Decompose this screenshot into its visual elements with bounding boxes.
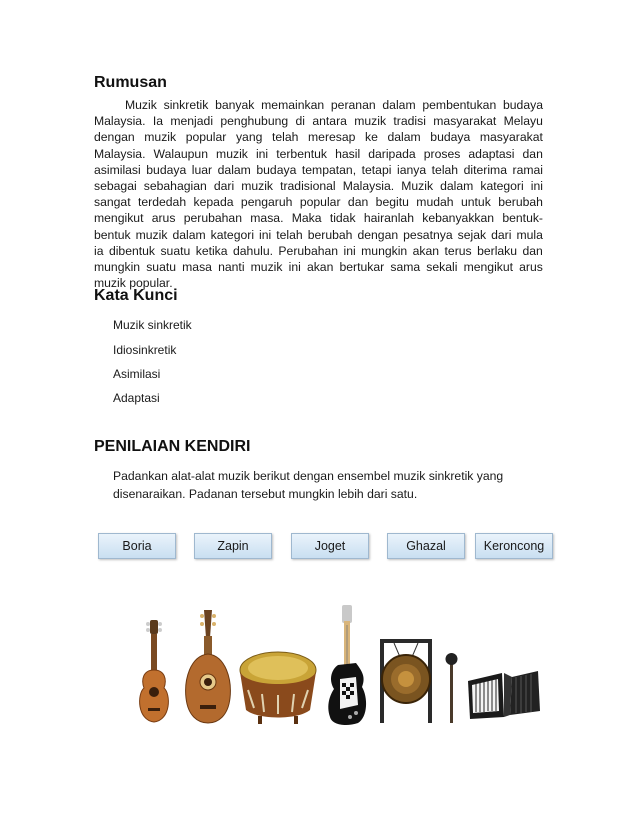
paragraph-word: ini [255, 146, 269, 161]
paragraph-word: proses [423, 146, 461, 161]
paragraph-word: dalam [387, 130, 421, 145]
paragraph-word: suatu [146, 259, 177, 274]
paragraph-word: pembentukan [422, 98, 497, 112]
paragraph-word: berubah [498, 195, 543, 210]
paragraph-word: dalam [440, 178, 474, 193]
paragraph-word: tetapi [361, 162, 392, 177]
paragraph-word: memainkan [261, 98, 325, 112]
paragraph-word: Perubahan [278, 243, 339, 258]
section-title-rumusan: Rumusan [94, 74, 167, 91]
paragraph-word: ia [94, 243, 104, 258]
paragraph-line [94, 113, 543, 129]
instrument-images [130, 605, 550, 730]
paragraph-word: untuk [460, 195, 491, 210]
paragraph-word: budaya [256, 162, 297, 177]
paragraph-word: sinkretik [163, 98, 209, 112]
paragraph-word: popular [299, 195, 341, 210]
paragraph-line [94, 129, 543, 145]
paragraph-word: terdedah [138, 195, 187, 210]
paragraph-line [94, 97, 543, 113]
paragraph-word: berubah [307, 227, 353, 242]
paragraph-word: adaptasi [468, 146, 515, 161]
instruction-line: disenaraikan. Padanan tersebut mungkin lebih dari satu. [113, 487, 418, 501]
paragraph-word: ramai [512, 162, 543, 177]
paragraph-word: muzik [135, 227, 168, 242]
paragraph-word: budaya [503, 98, 543, 112]
paragraph-word: Ia [152, 114, 163, 129]
paragraph-word: bertukar [339, 259, 385, 274]
paragraph-word: Malaysia. [94, 146, 146, 161]
paragraph-word: popular [185, 130, 227, 145]
paragraph-word: ini [288, 259, 301, 274]
paragraph-word: tidak [329, 211, 356, 226]
paragraph-word: kategori [210, 227, 255, 242]
paragraph-word: ianya [396, 162, 427, 177]
paragraph-word: dari [213, 178, 235, 193]
paragraph-word: Melayu [503, 114, 543, 129]
paragraph-word: budaya [430, 130, 471, 145]
paragraph-word: Muzik [125, 98, 157, 112]
paragraph-word: telah [271, 130, 299, 145]
ensemble-button-ghazal[interactable]: Ghazal [387, 533, 465, 559]
paragraph-word: muzik [144, 130, 177, 145]
paragraph-word: yang [235, 130, 263, 145]
paragraph-word: dari [491, 227, 512, 242]
paragraph-word: hasil [335, 146, 361, 161]
paragraph-word: arus [151, 211, 176, 226]
section-title-kata-kunci: Kata Kunci [94, 287, 178, 304]
accordion-icon [464, 667, 542, 722]
paragraph-word: ini [530, 178, 543, 193]
paragraph-word: pesatnya [403, 227, 453, 242]
paragraph-word: Malaysia. [94, 114, 146, 129]
paragraph-word: mungkin [94, 259, 141, 274]
paragraph-word: asimilasi [94, 162, 141, 177]
instruction-line: Padankan alat-alat muzik berikut dengan ensembel muzik sinkretik yang [113, 469, 504, 483]
paragraph-word: dan [522, 243, 543, 258]
paragraph-word: mengikut [463, 259, 514, 274]
paragraph-word: mudah [416, 195, 454, 210]
keyword-item: Idiosinkretik [113, 343, 177, 357]
drum-icon [238, 650, 318, 725]
paragraph-word: dahulu. [233, 243, 273, 258]
paragraph-word: berlaku [477, 243, 518, 258]
paragraph-word: masyarakat [433, 114, 497, 129]
paragraph-word: sebagai [94, 178, 137, 193]
paragraph-word: kebanyakkan [422, 211, 495, 226]
paragraph-word: mengikut [94, 211, 144, 226]
keyword-item: Asimilasi [113, 367, 161, 381]
electric-guitar-icon [326, 605, 368, 727]
paragraph-word: banyak [215, 98, 255, 112]
paragraph-word: diterima [463, 162, 507, 177]
paragraph-word: penghubung [220, 114, 289, 129]
paragraph-word: dengan [94, 130, 135, 145]
paragraph-word: akan [412, 243, 440, 258]
paragraph-line [94, 194, 543, 210]
paragraph-word: tempatan, [301, 162, 357, 177]
paragraph-word: ini [343, 243, 356, 258]
paragraph-word: meresap [308, 130, 356, 145]
paragraph-word: masa [182, 259, 212, 274]
paragraph-word: dalam [217, 162, 251, 177]
paragraph-word: terus [444, 243, 472, 258]
paragraph-word: dan [522, 146, 543, 161]
paragraph-word: peranan [330, 98, 376, 112]
paragraph-word: tradisi [393, 114, 426, 129]
rumusan-paragraph [94, 97, 543, 291]
ensemble-button-zapin[interactable]: Zapin [194, 533, 272, 559]
paragraph-word: sebahagian [143, 178, 207, 193]
paragraph-word: muzik [250, 259, 283, 274]
paragraph-word: Maka [291, 211, 322, 226]
paragraph-word: masyarakat [479, 130, 543, 145]
paragraph-line [94, 178, 543, 194]
paragraph-word: masa. [250, 211, 284, 226]
paragraph-word: budaya [146, 162, 187, 177]
paragraph-word: mungkin [361, 243, 408, 258]
paragraph-word: ketika [195, 243, 228, 258]
paragraph-word: dan [347, 195, 369, 210]
paragraph-word: sama [390, 259, 421, 274]
paragraph-word: pengaruh [240, 195, 293, 210]
paragraph-word: dibentuk [108, 243, 156, 258]
paragraph-word: sekali [426, 259, 458, 274]
gambus-icon [182, 610, 232, 725]
paragraph-word: ini [259, 227, 272, 242]
paragraph-word: Muzik [401, 178, 434, 193]
paragraph-word: bentuk [94, 227, 131, 242]
paragraph-word: sejak [457, 227, 487, 242]
paragraph-word: dalam [382, 98, 416, 112]
paragraph-word: akan [306, 259, 334, 274]
paragraph-word: muzik [241, 178, 274, 193]
paragraph-line [94, 243, 543, 259]
paragraph-word: antara [312, 114, 347, 129]
paragraph-line [94, 146, 543, 162]
paragraph-word: sangat [94, 195, 131, 210]
paragraph-word: telah [276, 227, 303, 242]
paragraph-line-text: muzik popular. [94, 276, 173, 291]
paragraph-word: muzik [354, 114, 387, 129]
paragraph-word: begitu [375, 195, 409, 210]
paragraph-word: ke [365, 130, 378, 145]
paragraph-word: di [295, 114, 305, 129]
paragraph-word: luar [191, 162, 213, 177]
paragraph-word: muzik [216, 146, 248, 161]
paragraph-word: nanti [218, 259, 245, 274]
paragraph-word: Walaupun [153, 146, 208, 161]
paragraph-word: perubahan [183, 211, 242, 226]
keyword-item: Muzik sinkretik [113, 318, 192, 332]
paragraph-word: suatu [160, 243, 191, 258]
paragraph-word: hairanlah [363, 211, 414, 226]
paragraph-line [94, 259, 543, 275]
paragraph-word: telah [431, 162, 459, 177]
paragraph-line [94, 227, 543, 243]
paragraph-word: terbentuk [276, 146, 328, 161]
paragraph-word: mula [516, 227, 543, 242]
paragraph-word: bentuk- [502, 211, 543, 226]
paragraph-word: dengan [357, 227, 399, 242]
keyword-item: Adaptasi [113, 391, 160, 405]
paragraph-word: Malaysia. [342, 178, 395, 193]
paragraph-word: kepada [193, 195, 234, 210]
paragraph-line [94, 210, 543, 226]
ukulele-icon [135, 620, 173, 725]
ensemble-button-keroncong[interactable]: Keroncong [475, 533, 553, 559]
ensemble-button-boria[interactable]: Boria [98, 533, 176, 559]
paragraph-word: kategori [480, 178, 524, 193]
ensemble-button-joget[interactable]: Joget [291, 533, 369, 559]
section-title-penilaian-kendiri: PENILAIAN KENDIRI [94, 438, 251, 455]
paragraph-word: dalam [172, 227, 206, 242]
paragraph-word: arus [519, 259, 543, 274]
gong-icon [378, 635, 463, 725]
paragraph-word: menjadi [170, 114, 214, 129]
paragraph-word: tradisional [280, 178, 336, 193]
paragraph-line [94, 162, 543, 178]
paragraph-word: daripada [368, 146, 416, 161]
